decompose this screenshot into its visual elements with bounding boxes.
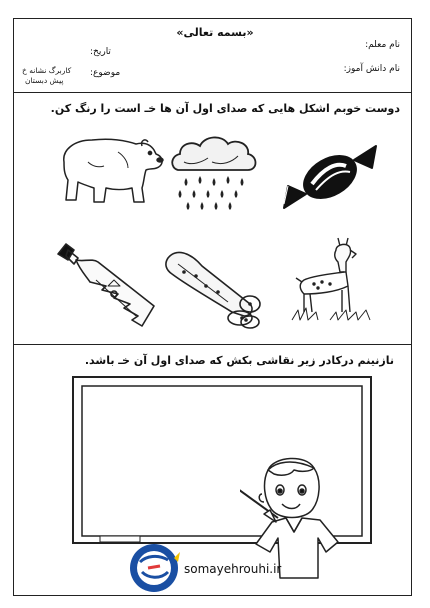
section2-instruction: نازنینم درکادر زیر نقاشی بکش که صدای اول آن خـ باشد.	[84, 354, 394, 367]
subject-value-line1: کاربرگ نشانه خ	[22, 66, 72, 75]
subject-label: موضوع:	[90, 68, 121, 78]
page-title: «بسمه تعالی»	[176, 26, 254, 39]
date-label: تاریخ:	[90, 47, 111, 57]
website-text[interactable]: somayehrouhi.ir	[184, 562, 282, 576]
logo-icon	[128, 542, 184, 594]
rain-cloud-icon	[168, 132, 260, 216]
cucumber-icon	[158, 246, 266, 332]
section-divider	[14, 344, 412, 345]
student-name-label: نام دانش آموز:	[343, 64, 400, 74]
subject-value-line2: پیش دبستان	[25, 76, 64, 85]
header-divider	[14, 92, 412, 93]
bear-icon	[58, 132, 166, 210]
teacher-name-label: نام معلم:	[365, 40, 400, 50]
deer-icon	[290, 232, 384, 332]
toothpaste-icon	[52, 236, 164, 330]
candy-icon	[280, 138, 380, 216]
section1-instruction: دوست خوبم اشکل هایی که صدای اول آن ها خـ است را رنگ کن.	[50, 102, 400, 115]
